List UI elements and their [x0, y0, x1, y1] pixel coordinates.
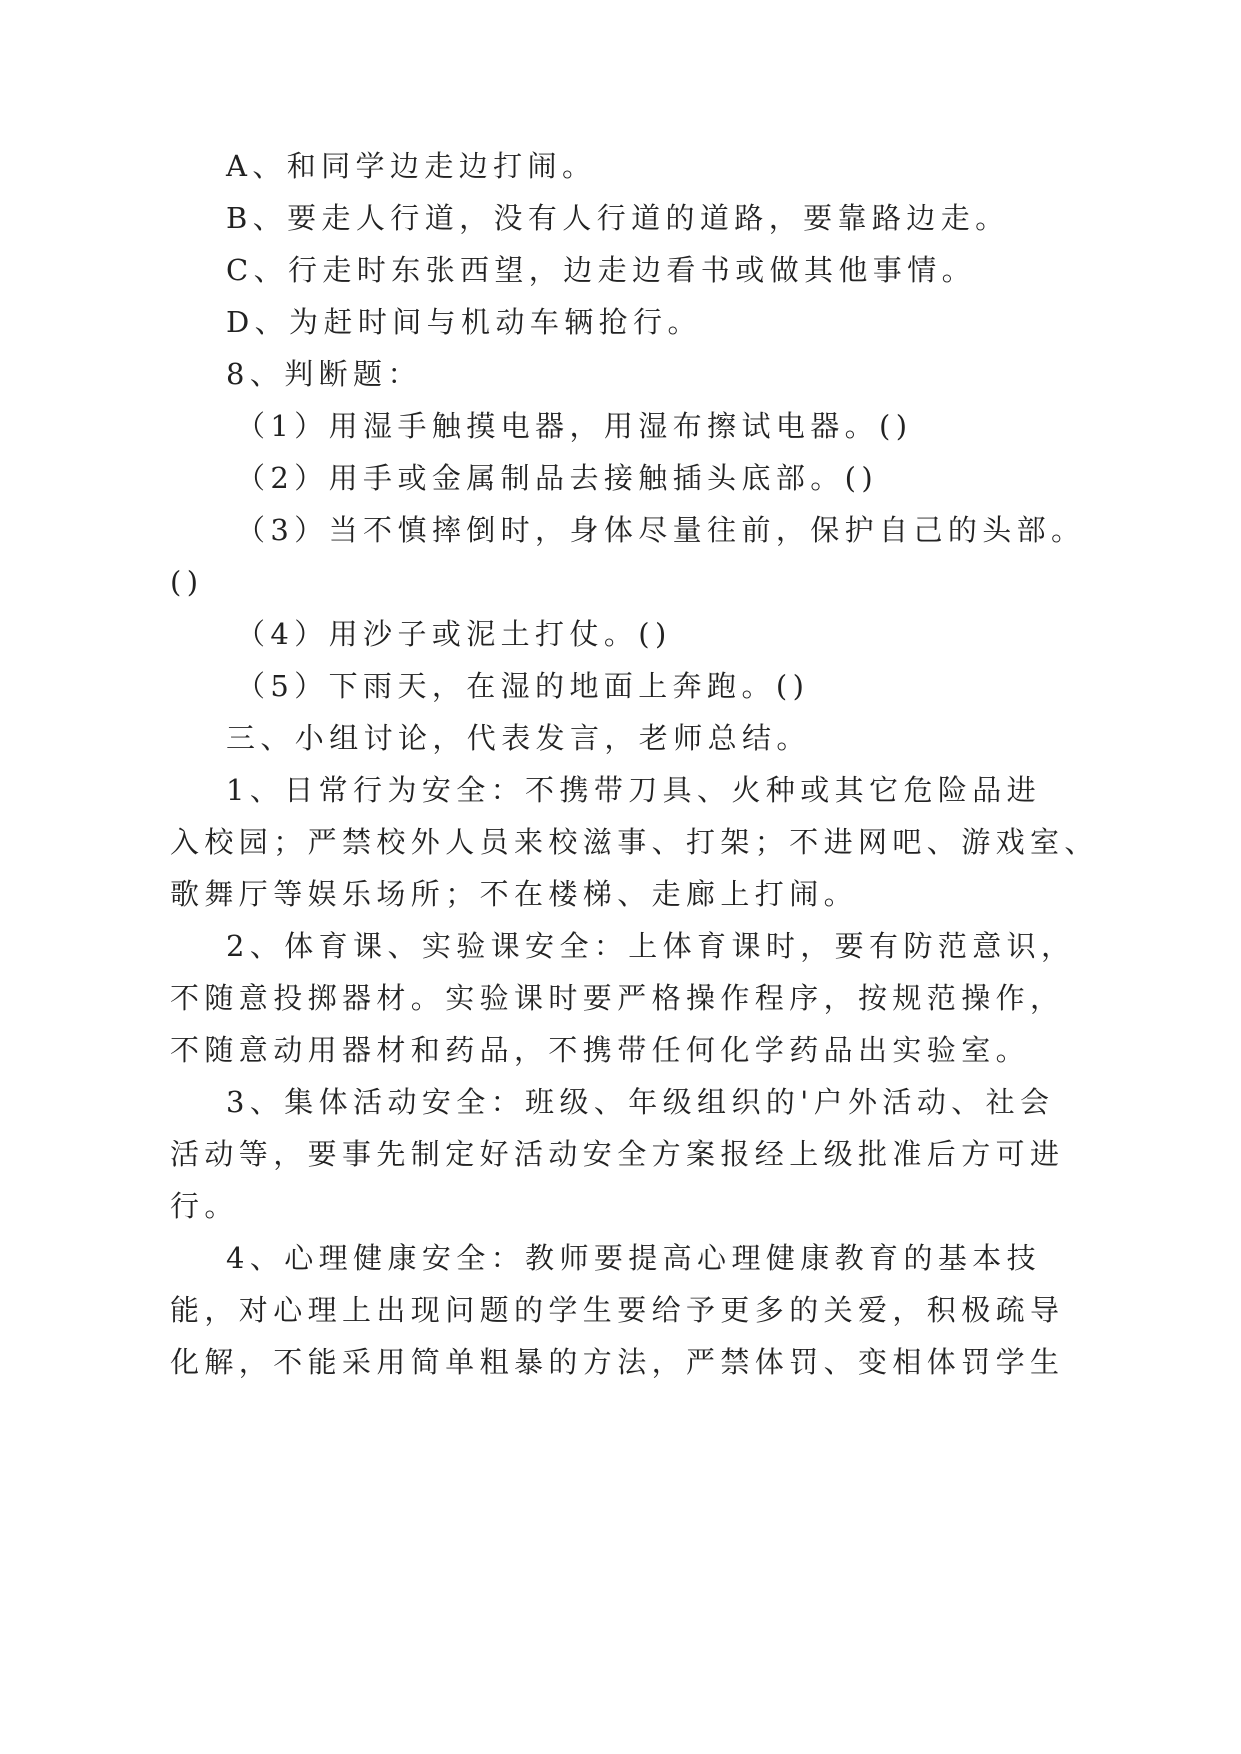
- question-8-heading: 8、判断题：: [226, 357, 422, 391]
- option-b-line: B、要走人行道，没有人行道的道路，要靠路边走。: [226, 201, 1010, 235]
- judgment-item-1: （1）用湿手触摸电器，用湿布擦试电器。(): [236, 409, 913, 443]
- paragraph-2-line-3: 不随意动用器材和药品，不携带任何化学药品出实验室。: [170, 1033, 1031, 1067]
- paragraph-2-line-2: 不随意投掷器材。实验课时要严格操作程序，按规范操作，: [170, 981, 1065, 1015]
- section-three-heading: 三、小组讨论，代表发言，老师总结。: [226, 721, 811, 755]
- paragraph-4-line-2: 能，对心理上出现问题的学生要给予更多的关爱，积极疏导: [170, 1293, 1065, 1327]
- judgment-item-4: （4）用沙子或泥土打仗。(): [236, 617, 672, 651]
- option-d-line: D、为赶时间与机动车辆抢行。: [226, 305, 702, 339]
- judgment-item-3: （3）当不慎摔倒时，身体尽量往前，保护自己的头部。: [236, 513, 1086, 547]
- judgment-item-2: （2）用手或金属制品去接触插头底部。(): [236, 461, 879, 495]
- paragraph-3-line-1: 3、集体活动安全：班级、年级组织的'户外活动、社会: [226, 1085, 1055, 1119]
- judgment-item-3-continuation: (): [170, 565, 204, 599]
- option-a-line: A、和同学边走边打闹。: [226, 149, 597, 183]
- paragraph-4-line-1: 4、心理健康安全：教师要提高心理健康教育的基本技: [226, 1241, 1042, 1275]
- paragraph-1-line-2: 入校园；严禁校外人员来校滋事、打架；不进网吧、游戏室、: [170, 825, 1099, 859]
- paragraph-1-line-1: 1、日常行为安全：不携带刀具、火种或其它危险品进: [226, 773, 1042, 807]
- paragraph-1-line-3: 歌舞厅等娱乐场所；不在楼梯、走廊上打闹。: [170, 877, 859, 911]
- option-c-line: C、行走时东张西望，边走边看书或做其他事情。: [226, 253, 976, 287]
- paragraph-2-line-1: 2、体育课、实验课安全：上体育课时，要有防范意识，: [226, 929, 1076, 963]
- paragraph-3-line-3: 行。: [170, 1189, 239, 1223]
- paragraph-3-line-2: 活动等，要事先制定好活动安全方案报经上级批准后方可进: [170, 1137, 1065, 1171]
- paragraph-4-line-3: 化解，不能采用简单粗暴的方法，严禁体罚、变相体罚学生: [170, 1345, 1065, 1379]
- judgment-item-5: （5）下雨天，在湿的地面上奔跑。(): [236, 669, 810, 703]
